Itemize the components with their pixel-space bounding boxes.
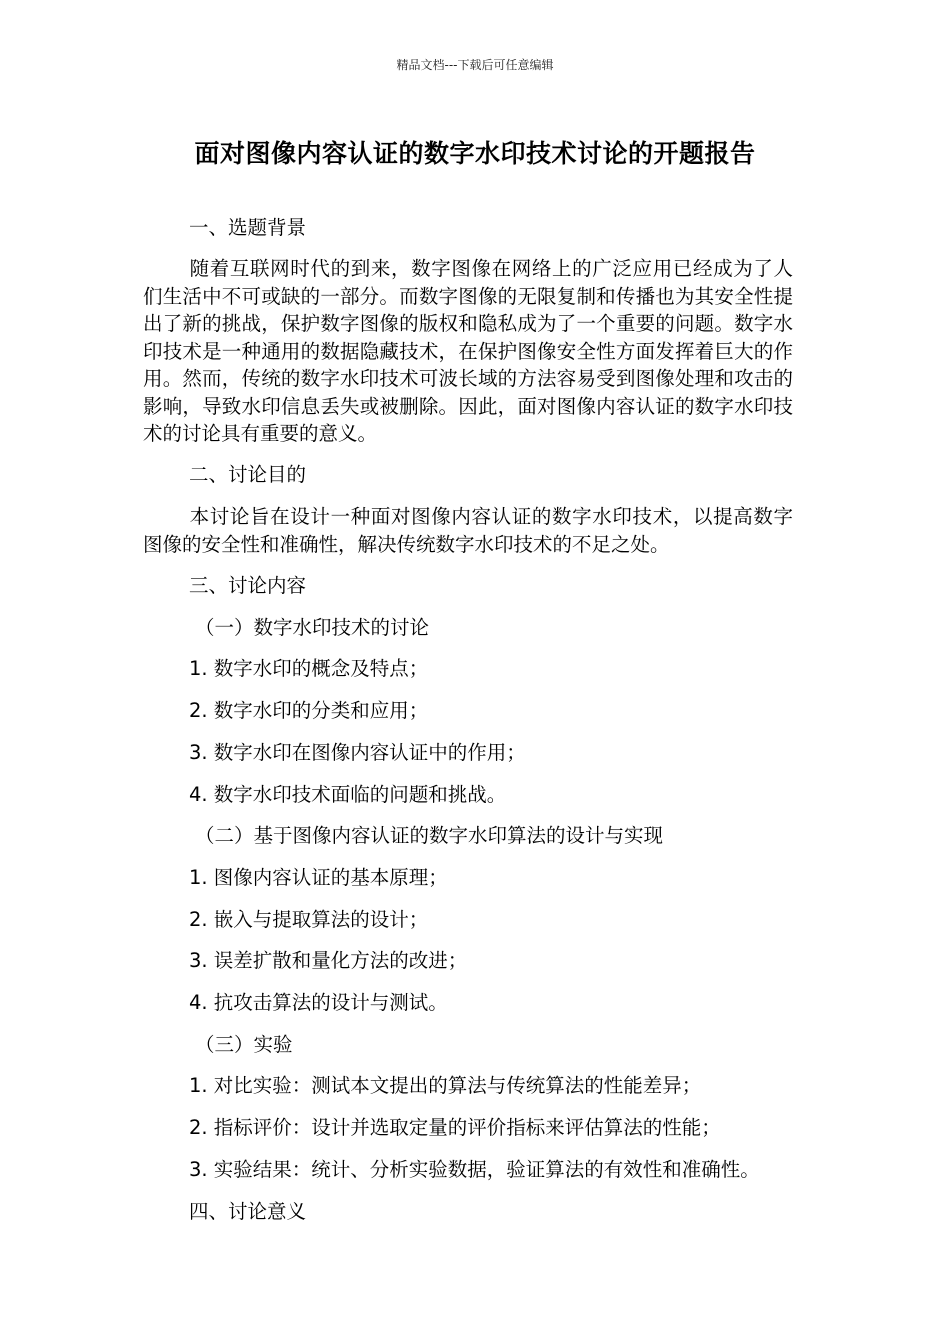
section-heading-background: 一、选题背景 bbox=[189, 216, 307, 239]
subsection-title-3: （三）实验 bbox=[195, 1033, 293, 1056]
list-item: 4. 抗攻击算法的设计与测试。 bbox=[189, 991, 448, 1014]
list-item: 2. 数字水印的分类和应用； bbox=[189, 699, 429, 722]
list-item: 1. 数字水印的概念及特点； bbox=[189, 657, 429, 680]
document-title: 面对图像内容认证的数字水印技术讨论的开题报告 bbox=[194, 139, 756, 168]
list-item: 1. 图像内容认证的基本原理； bbox=[189, 866, 448, 889]
list-item: 3. 误差扩散和量化方法的改进； bbox=[189, 949, 468, 972]
list-item: 2. 指标评价：设计并选取定量的评价指标来评估算法的性能； bbox=[189, 1116, 721, 1139]
paragraph-background bbox=[143, 255, 793, 448]
list-item: 3. 实验结果：统计、分析实验数据，验证算法的有效性和准确性。 bbox=[189, 1158, 760, 1181]
section-heading-significance: 四、讨论意义 bbox=[189, 1200, 307, 1223]
paragraph-purpose-text: 本讨论旨在设计一种面对图像内容认证的数字水印技术，以提高数字图像的安全性和准确性，解决传统数字水印技术的不足之处。 bbox=[143, 505, 793, 556]
section-heading-content: 三、讨论内容 bbox=[189, 574, 307, 597]
list-item: 3. 数字水印在图像内容认证中的作用； bbox=[189, 741, 526, 764]
paragraph-purpose bbox=[143, 503, 793, 558]
paragraph-background-text: 随着互联网时代的到来，数字图像在网络上的广泛应用已经成为了人们生活中不可或缺的一部分。而数字图像的无限复制和传播也为其安全性提出了新的挑战，保护数字图像的版权和隐私成为了一个重要的问题。数字水印技术是一种通用的数据隐藏技术，在保护图像安全性方面发挥着巨大的作用。然而，传统的数字水印技术可波长域的方法容易受到图像处理和攻击的影响，导致水印信息丢失或被删除。因此，面对图像内容认证的数字水印技术的讨论具有重要的意义。 bbox=[143, 257, 793, 445]
header-note: 精品文档---下载后可任意编辑 bbox=[396, 58, 554, 72]
subsection-title-1: （一）数字水印技术的讨论 bbox=[195, 616, 430, 639]
list-item: 1. 对比实验：测试本文提出的算法与传统算法的性能差异； bbox=[189, 1074, 702, 1097]
section-heading-purpose: 二、讨论目的 bbox=[189, 463, 307, 486]
list-item: 2. 嵌入与提取算法的设计； bbox=[189, 908, 429, 931]
list-item: 4. 数字水印技术面临的问题和挑战。 bbox=[189, 783, 507, 806]
subsection-title-2: （二）基于图像内容认证的数字水印算法的设计与实现 bbox=[195, 824, 664, 847]
